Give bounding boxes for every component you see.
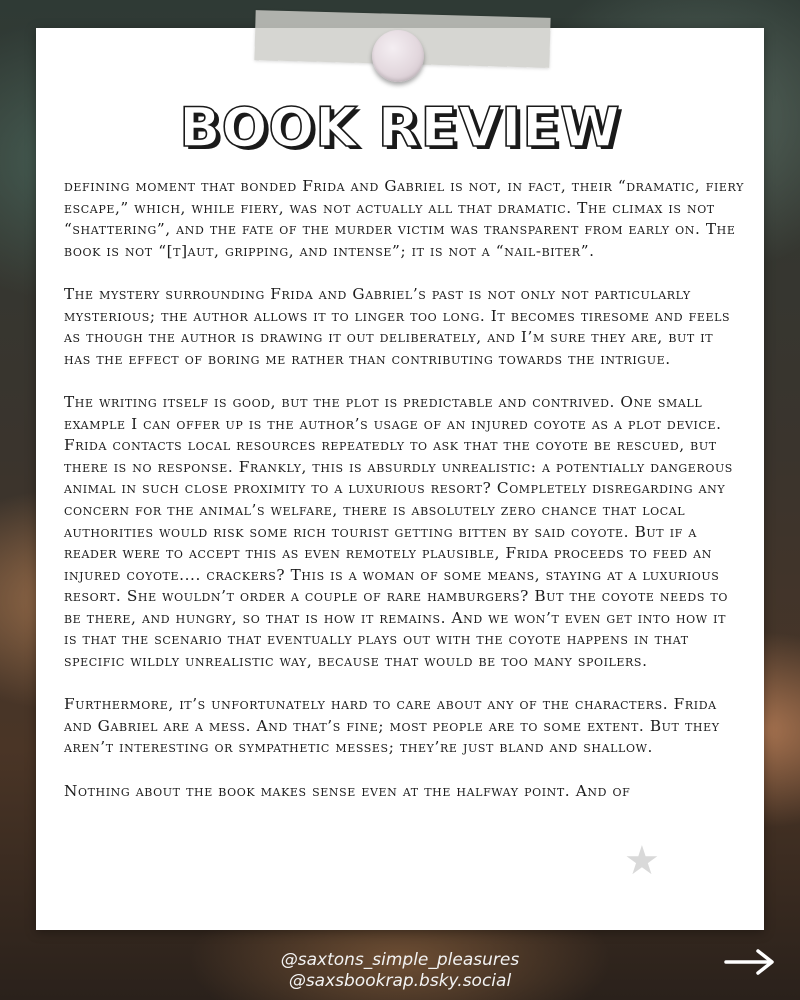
bluesky-handle[interactable]: @saxsbookrap.bsky.social xyxy=(288,971,512,991)
pushpin-icon xyxy=(372,30,424,82)
review-paragraph: defining moment that bonded Frida and Gabriel is not, in fact, their “dramatic, fiery escape,” which, while fiery, was not actually all that dramatic. The climax is not “shattering”, and the fate of the murder victim was transparent from early on. The book is not “[t]aut, gripping, and intense”; it is not a “nail-biter”. xyxy=(64,177,744,260)
instagram-handle[interactable]: @saxtons_simple_pleasures xyxy=(280,950,520,970)
arrow-right-icon[interactable] xyxy=(722,944,778,980)
review-text xyxy=(64,176,744,824)
review-paragraph: Nothing about the book makes sense even at the halfway point. And of xyxy=(64,781,631,800)
review-paragraph: The writing itself is good, but the plot is predictable and contrived. One small example I can offer up is the author’s usage of an injured coyote as a plot device. Frida contacts local resources repeatedly to ask that the coyote be rescued, but there is no response. Frankly, this is absurdly unrealistic: a potentially dangerous animal in such close proximity to a luxurious resort? Completely disregarding any concern for the animal’s welfare, there is absolutely zero chance that local authorities would risk some rich tourist getting bitten by said coyote. But if a reader were to accept this as even remotely plausible, Frida proceeds to feed an injured coyote.... crackers? This is a woman of some means, staying at a luxurious resort. She wouldn’t order a couple of rare hamburgers? But the coyote needs to be there, and hungry, so that is how it remains. And we won’t even get into how it is that the scenario that eventually plays out with the coyote happens in that specific wildly unrealistic way, because that would be too many spoilers. xyxy=(64,392,733,671)
review-paragraph: Furthermore, it’s unfortunately hard to care about any of the characters. Frida and Gabriel are a mess. And that’s fine; most people are to some extent. But they aren’t interesting or sympathetic messes; they’re just bland and shallow. xyxy=(64,695,720,757)
page-title: BOOK REVIEW xyxy=(179,96,621,159)
social-handles xyxy=(0,950,800,992)
review-paragraph: The mystery surrounding Frida and Gabriel’s past is not only not particularly mysterious; the author allows it to linger too long. It becomes tiresome and feels as though the author is drawing it out deliberately, and I’m sure they are, but it has the effect of boring me rather than contributing towards the intrigue. xyxy=(64,284,731,368)
star-icon: ★ xyxy=(624,838,660,884)
